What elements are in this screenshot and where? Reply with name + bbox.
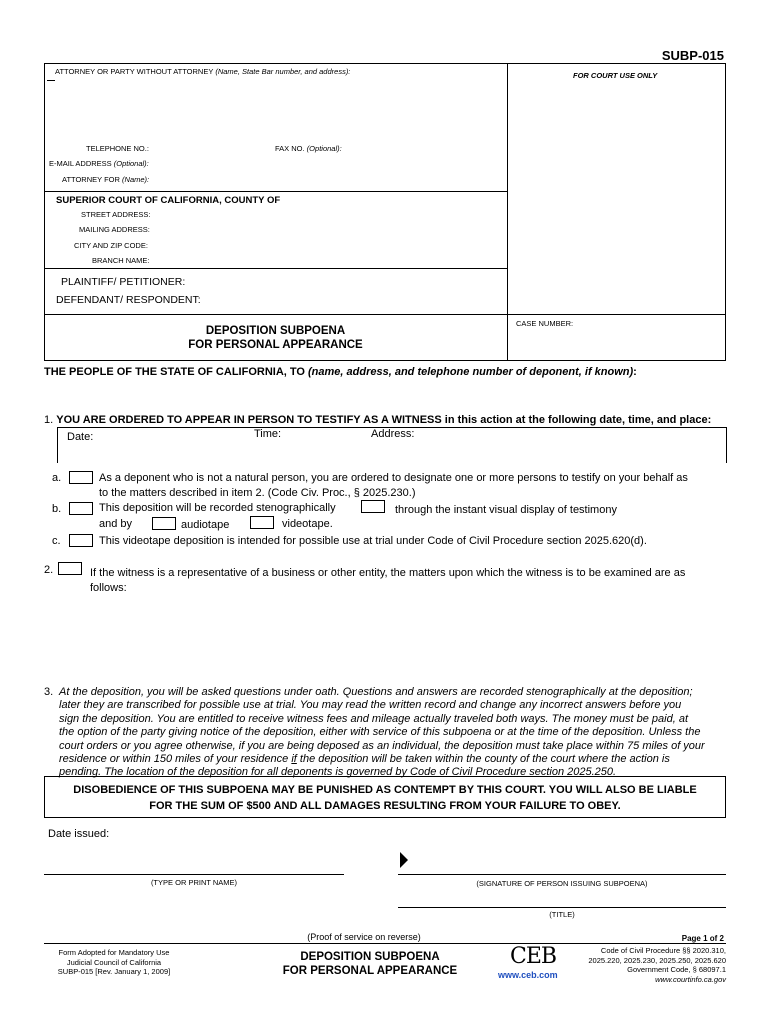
form-id: SUBP-015 xyxy=(661,48,724,63)
item-1c-letter: c. xyxy=(52,535,61,547)
attorney-label-hint: (Name, State Bar number, and address): xyxy=(215,67,351,76)
people-prefix: THE PEOPLE OF THE STATE OF CALIFORNIA, TO xyxy=(44,366,309,378)
item-1b-and-by: and by xyxy=(99,518,133,530)
time-label: Time: xyxy=(254,428,282,440)
email-optional: (Optional): xyxy=(113,159,149,168)
item-1a-text xyxy=(99,471,688,501)
signature-line[interactable] xyxy=(398,874,726,875)
item-3-line-6-rest: the deposition will be taken within the county of the court where the action is xyxy=(296,753,670,766)
document-title xyxy=(44,324,507,352)
item-3-line-5: court orders or you agree otherwise, if you are being deposed as an individual, the deposition must take place within 75 miles of your xyxy=(59,739,705,752)
street-address-label: STREET ADDRESS: xyxy=(81,210,151,219)
field-marker xyxy=(47,80,55,81)
plaintiff-label: PLAINTIFF/ PETITIONER: xyxy=(61,276,186,288)
videotape-checkbox[interactable] xyxy=(250,516,274,529)
defendant-label: DEFENDANT/ RESPONDENT: xyxy=(56,294,201,306)
warning-line-1: DISOBEDIENCE OF THIS SUBPOENA MAY BE PUNISHED AS CONTEMPT BY THIS COURT. YOU WILL ALSO BE LIABLE xyxy=(73,784,697,796)
footer-left xyxy=(44,948,184,977)
item-1-number: 1. xyxy=(44,414,54,426)
footer-right xyxy=(556,946,726,984)
attorney-for-name: (Name): xyxy=(122,175,150,184)
people-line xyxy=(44,366,637,378)
item-3-line-6 xyxy=(59,753,729,766)
date-label: Date: xyxy=(67,431,94,443)
fax-label-text: FAX NO. xyxy=(275,144,305,153)
email-label-text: E-MAIL ADDRESS xyxy=(49,159,112,168)
court-use-label: FOR COURT USE ONLY xyxy=(573,71,658,80)
footer-title xyxy=(260,950,480,978)
item-3-line-2: later they are transcribed for possible use at trial. You may read the written record and change any incorrect answers before you xyxy=(59,699,682,712)
attorney-for-text: ATTORNEY FOR xyxy=(62,175,120,184)
item-3-line-7: pending. The location of the deposition for all deponents is governed by Code of Civil Procedure section 2025.250. xyxy=(59,766,617,779)
footer-left-line-1: Form Adopted for Mandatory Use xyxy=(58,948,170,957)
videotape-label: videotape. xyxy=(282,518,333,530)
footer-left-line-3: SUBP-015 [Rev. January 1, 2009] xyxy=(57,967,171,976)
footer-left-line-2: Judicial Council of California xyxy=(66,957,162,967)
item-3-line-6-start: residence or within 150 miles of your residence xyxy=(59,753,292,766)
ceb-logo: CEB xyxy=(510,944,557,969)
item-3-line-1: At the deposition, you will be asked questions under oath. Questions and answers are recorded stenographically at the deposition; xyxy=(59,686,693,698)
footer-right-line-2: 2025.220, 2025.230, 2025.250, 2025.620 xyxy=(588,955,726,965)
item-3-text xyxy=(59,686,729,780)
item-1b-letter: b. xyxy=(52,503,62,515)
attorney-label-text: ATTORNEY OR PARTY WITHOUT ATTORNEY xyxy=(55,67,214,76)
title-line-2: FOR PERSONAL APPEARANCE xyxy=(188,339,363,351)
audiotape-checkbox[interactable] xyxy=(152,517,176,530)
footer-title-line-1: DEPOSITION SUBPOENA xyxy=(300,951,440,963)
attorney-label xyxy=(55,67,350,76)
item-2-number: 2. xyxy=(44,564,54,576)
footer-title-line-2: FOR PERSONAL APPEARANCE xyxy=(282,965,458,977)
item-1c-text: This videotape deposition is intended for possible use at trial under Code of Civil Procedure section 2025.620(d). xyxy=(99,535,647,547)
item-1b-text-1: This deposition will be recorded stenographically xyxy=(99,502,336,514)
email-label xyxy=(49,159,149,168)
item-2-checkbox[interactable] xyxy=(58,562,82,575)
fax-label xyxy=(275,144,342,153)
print-name-label: (TYPE OR PRINT NAME) xyxy=(150,878,238,887)
item-1 xyxy=(44,414,711,426)
title-line[interactable] xyxy=(398,907,726,908)
item-2-line-2: follows: xyxy=(90,582,127,594)
print-name-line[interactable] xyxy=(44,874,344,875)
mailing-address-label: MAILING ADDRESS: xyxy=(79,225,150,234)
item-3-line-4: the option of the party giving notice of the deposition, either with service of this subpoena or at the time of the deposition. Unless the xyxy=(59,726,701,739)
proof-of-service-note: (Proof of service on reverse) xyxy=(307,932,421,942)
warning-line-2: FOR THE SUM OF $500 AND ALL DAMAGES RESULTING FROM YOUR FAILURE TO OBEY. xyxy=(149,800,621,812)
courtinfo-link[interactable]: www.courtinfo.ca.gov xyxy=(655,974,726,984)
people-colon: : xyxy=(633,366,637,378)
signature-label: (SIGNATURE OF PERSON ISSUING SUBPOENA) xyxy=(476,879,648,888)
warning-text xyxy=(44,782,726,814)
footer-right-line-1: Code of Civil Procedure §§ 2020.310, xyxy=(600,946,726,955)
title-label: (TITLE) xyxy=(549,910,575,919)
page-number: Page 1 of 2 xyxy=(681,934,724,943)
item-1a-checkbox[interactable] xyxy=(69,471,93,484)
item-3-if: if xyxy=(291,753,297,766)
city-zip-label: CITY AND ZIP CODE: xyxy=(74,241,148,250)
item-1b-text-2: through the instant visual display of testimony xyxy=(395,504,617,516)
attorney-divider xyxy=(44,191,507,192)
item-3-line-3: sign the deposition. You are entitled to receive witness fees and mileage actually traveled both ways. The money must be paid, at xyxy=(59,712,688,725)
people-suffix: (name, address, and telephone number of deponent, if known) xyxy=(308,366,634,378)
attorney-for-label xyxy=(62,175,149,184)
item-1a-line-1: As a deponent who is not a natural person, you are ordered to designate one or more persons to testify on your behalf as xyxy=(99,472,688,484)
footer-right-line-3: Government Code, § 68097.1 xyxy=(627,965,726,974)
instant-visual-checkbox[interactable] xyxy=(361,500,385,513)
item-1b-checkbox[interactable] xyxy=(69,502,93,515)
branch-name-label: BRANCH NAME: xyxy=(92,256,150,265)
item-2-line-1: If the witness is a representative of a business or other entity, the matters upon which the witness is to be examined are as xyxy=(90,567,686,579)
audiotape-label: audiotape xyxy=(181,519,230,531)
item-1a-letter: a. xyxy=(52,472,62,484)
court-title: SUPERIOR COURT OF CALIFORNIA, COUNTY OF xyxy=(56,195,281,206)
court-use-divider xyxy=(507,63,508,361)
court-divider xyxy=(44,268,507,269)
case-number-label: CASE NUMBER: xyxy=(516,319,574,328)
address-label: Address: xyxy=(371,428,415,440)
item-1c-checkbox[interactable] xyxy=(69,534,93,547)
fax-optional: (Optional): xyxy=(306,144,342,153)
parties-divider xyxy=(44,314,726,315)
date-issued-label: Date issued: xyxy=(48,828,110,840)
telephone-label: TELEPHONE NO.: xyxy=(86,144,149,153)
item-2-text xyxy=(90,566,685,596)
item-3-number: 3. xyxy=(44,686,54,698)
title-line-1: DEPOSITION SUBPOENA xyxy=(205,325,346,337)
item-1a-line-2: to the matters described in item 2. (Code Civ. Proc., § 2025.230.) xyxy=(99,487,416,499)
ceb-url-link[interactable]: www.ceb.com xyxy=(498,970,558,980)
footer-divider xyxy=(44,943,726,944)
item-1-text: YOU ARE ORDERED TO APPEAR IN PERSON TO TESTIFY AS A WITNESS in this action at the following date, time, and place: xyxy=(56,414,712,426)
signature-arrow-icon xyxy=(400,852,408,868)
